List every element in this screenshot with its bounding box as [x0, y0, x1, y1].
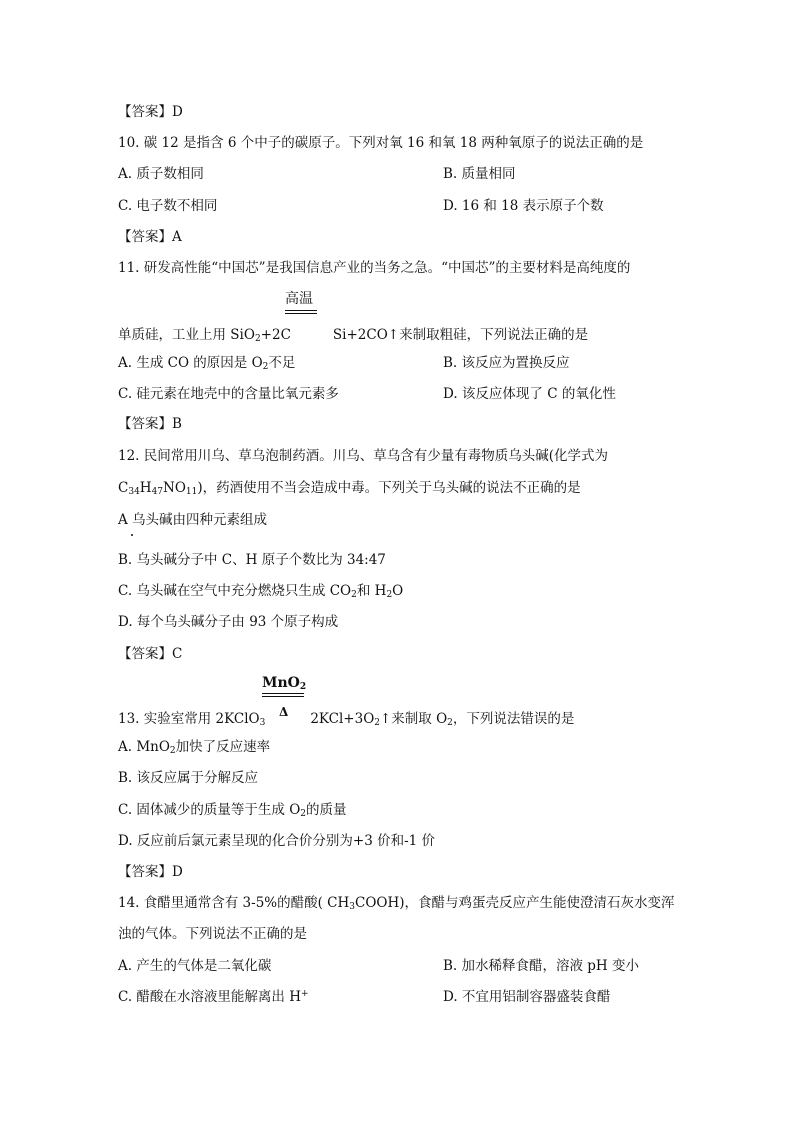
reaction-condition-high-temp: 高温 [285, 291, 313, 307]
catalyst-text: MnO [262, 675, 300, 691]
subscript: 2 [169, 746, 176, 756]
subscript: 2 [447, 718, 453, 728]
question-14-stem-line1 [118, 894, 675, 912]
superscript: + [301, 989, 309, 999]
answer-q11: 【答案】B [118, 416, 182, 432]
q10-option-a: A. 质子数相同 [118, 166, 204, 182]
q13-option-a [118, 738, 270, 756]
subscript: 2 [300, 809, 307, 819]
subscript: 47 [151, 487, 164, 497]
subscript: 3 [349, 902, 356, 912]
q14-option-d: D. 不宜用铝制容器盛装食醋 [443, 989, 611, 1005]
option-text: 的质量 [306, 802, 347, 818]
option-text: 和 H [356, 583, 387, 599]
q14-option-a: A. 产生的气体是二氧化碳 [118, 958, 272, 974]
stem-text: Si+2CO↑来制取粗硅，下列说法正确的是 [332, 327, 589, 343]
reaction-arrow-line [262, 693, 304, 694]
stem-text: ↑来制取 O [380, 711, 448, 727]
question-12-stem-line1: 12. 民间常用川乌、草乌泡制药酒。川乌、草乌含有少量有毒物质乌头碱(化学式为 [118, 448, 609, 464]
subscript: 2 [299, 682, 307, 692]
q10-option-c: C. 电子数不相同 [118, 198, 218, 214]
subscript: 11 [185, 487, 198, 497]
stem-text: 2KCl+3O [310, 711, 375, 727]
q11-option-b: B. 该反应为置换反应 [443, 355, 570, 371]
q11-option-a [118, 354, 295, 372]
stem-text: 单质硅，工业上用 SiO [118, 327, 255, 343]
formula-text: H [139, 480, 152, 496]
option-text: C. 乌头碱在空气中充分燃烧只生成 CO [118, 583, 352, 599]
question-11-stem-line2 [118, 326, 588, 344]
q12-option-d: D. 每个乌头碱分子由 93 个原子构成 [118, 614, 339, 630]
q13-option-b: B. 该反应属于分解反应 [118, 770, 259, 786]
q10-option-d: D. 16 和 18 表示原子个数 [443, 198, 604, 214]
reaction-arrow-line [285, 313, 317, 314]
formula-text: NO [163, 480, 186, 496]
subscript: 2 [254, 334, 261, 344]
answer-q9: 【答案】D [118, 104, 183, 120]
stem-text: )，药酒使用不当会造成中毒。下列关于乌头碱的说法不正确的是 [197, 480, 581, 496]
punctuation-dot [131, 534, 133, 536]
question-13-stem [118, 710, 574, 728]
q12-option-c [118, 582, 403, 600]
formula-text: C [118, 480, 129, 496]
q14-option-c [118, 988, 309, 1006]
stem-text: ，下列说法错误的是 [452, 711, 575, 727]
option-text: 不足 [268, 355, 296, 371]
question-10-stem: 10. 碳 12 是指含 6 个中子的碳原子。下列对氧 16 和氧 18 两种氧原子的说法正确的是 [118, 135, 644, 151]
q10-option-b: B. 质量相同 [443, 166, 516, 182]
question-11-stem-line1: 11. 研发高性能“中国芯”是我国信息产业的当务之急。“中国芯”的主要材料是高纯度的 [118, 260, 631, 276]
stem-text: 13. 实验室常用 2KClO [118, 711, 260, 727]
reaction-catalyst [262, 675, 306, 691]
stem-text: +2C [260, 327, 291, 343]
q11-option-c: C. 硅元素在地壳中的含量比氧元素多 [118, 386, 339, 402]
q13-option-c [118, 801, 347, 819]
option-text: C. 固体减少的质量等于生成 O [118, 802, 301, 818]
subscript: 3 [259, 718, 266, 728]
question-12-stem-line2 [118, 479, 581, 497]
stem-text: COOH)，食醋与鸡蛋壳反应产生能使澄清石灰水变浑 [355, 895, 675, 911]
subscript: 34 [128, 487, 140, 497]
option-text: C. 醋酸在水溶液里能解离出 H [118, 989, 301, 1005]
heat-symbol: Δ [279, 705, 289, 719]
answer-q13: 【答案】D [118, 864, 183, 880]
q13-option-d: D. 反应前后氯元素呈现的化合价分别为+3 价和-1 价 [118, 833, 436, 849]
reaction-arrow-line [285, 310, 317, 311]
option-text: A. MnO [118, 739, 170, 755]
question-14-stem-line2: 浊的气体。下列说法不正确的是 [118, 926, 307, 942]
subscript: 2 [262, 362, 269, 372]
answer-q12: 【答案】C [118, 646, 183, 662]
option-text: 加快了反应速率 [175, 739, 271, 755]
q12-option-b: B. 乌头碱分子中 C、H 原子个数比为 34:47 [118, 552, 386, 568]
q11-option-d: D. 该反应体现了 C 的氧化性 [443, 386, 616, 402]
option-text: O [392, 583, 404, 599]
subscript: 2 [386, 590, 393, 600]
reaction-arrow-line [262, 696, 304, 697]
subscript: 2 [374, 718, 380, 728]
q14-option-b: B. 加水稀释食醋，溶液 pH 变小 [443, 958, 640, 974]
subscript: 2 [351, 590, 357, 600]
q12-option-a: A 乌头碱由四种元素组成 [118, 512, 268, 528]
answer-q10: 【答案】A [118, 229, 182, 245]
stem-text: 14. 食醋里通常含有 3-5%的醋酸( CH [118, 895, 350, 911]
option-text: A. 生成 CO 的原因是 O [118, 355, 263, 371]
